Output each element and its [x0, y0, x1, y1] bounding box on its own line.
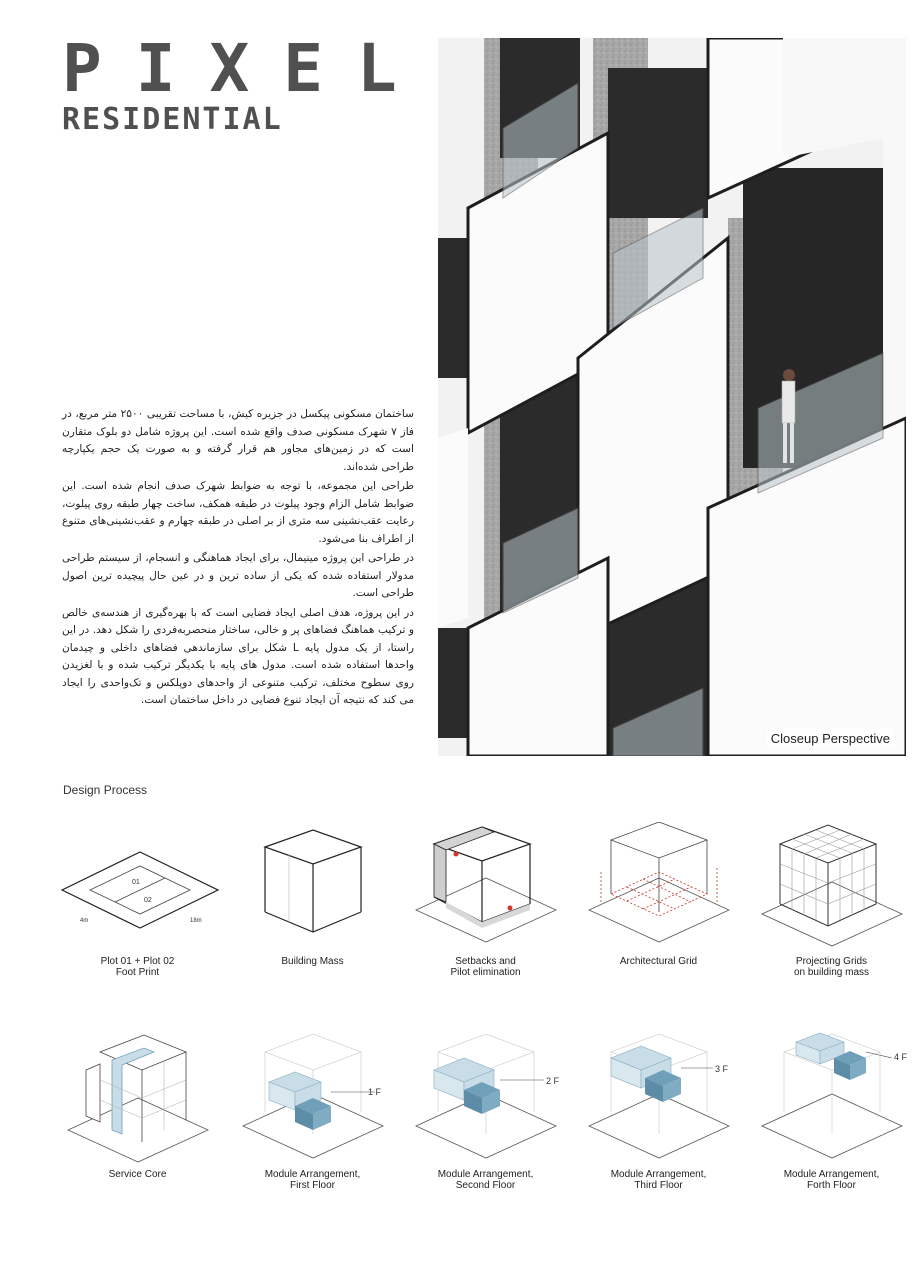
forth-floor-diagram [744, 1030, 919, 1165]
step-label: Service Core [108, 1169, 167, 1180]
photo-caption: Closeup Perspective [767, 729, 894, 748]
dimension-mark: 18m [190, 918, 202, 924]
step-label: Building Mass [281, 956, 344, 967]
building-mass-diagram [225, 822, 400, 952]
description-paragraph: در این پروژه، هدف اصلی ایجاد فضایی است که با بهره‌گیری از هندسه‌ی خالص و ترکیب هماهنگ فضاهای پر و خالی، ساختار منحصربه‌فردی را شکل دهد. در این راستا، از یک مدول پایه L شکل برای سازماندهی فضاهای داخلی و چیدمان واحدها استفاده شده است. مدول های پایه با یکدیگر ترکیب شده و با لغزیدن روی سطوح مختلف، ترکیب متنوعی از واحدهای دوپلکس و تک‌واحدی را ایجاد می کند که نتیجه آن ایجاد تنوع فضایی در داخل ساختمان است. [62, 606, 414, 706]
facade-photo [438, 38, 906, 756]
project-title: PIXEL [62, 30, 431, 107]
step-second-floor [398, 1030, 573, 1191]
step-label: Setbacks and Pilot elimination [450, 956, 521, 978]
description-paragraph: ساختمان مسکونی پیکسل در جزیره کیش، با مساحت تقریبی ۲۵۰۰ متر مربع، در فاز ۷ شهرک مسکونی صدف واقع شده است. این پروژه شامل دو بلوک متقارن است که در زمین‌های مجاور هم قرار گرفته و به صورت یک حجم یکپارچه طراحی شده‌اند. [62, 408, 415, 473]
dimension-mark: 4m [80, 918, 89, 924]
floor-tag: 4 F [894, 1052, 908, 1062]
architectural-grid-diagram [571, 822, 746, 952]
plot-02-mark: 02 [144, 897, 152, 904]
step-label: Architectural Grid [619, 956, 698, 967]
plot-01-mark: 01 [132, 879, 140, 886]
step-setbacks [398, 822, 573, 978]
floor-tag: 2 F [546, 1076, 560, 1086]
description-paragraph: در طراحی این پروژه مینیمال، برای ایجاد هماهنگی و انسجام، از سیستم طراحی مدولار استفاده شده که یکی از ساده ترین و در عین حال پیچیده ترین اصول طراحی است. [62, 552, 414, 599]
step-label: Module Arrangement, First Floor [264, 1169, 361, 1191]
title-block [62, 30, 431, 137]
step-projecting-grids [744, 822, 919, 978]
step-footprint [50, 822, 225, 978]
step-first-floor [225, 1030, 400, 1191]
facade-illustration [438, 38, 906, 756]
design-process-title: Design Process [63, 783, 148, 797]
projecting-grids-diagram [744, 822, 919, 952]
step-label: Projecting Grids on building mass [793, 956, 870, 978]
step-building-mass [225, 822, 400, 967]
floor-tag: 3 F [715, 1064, 729, 1074]
step-architectural-grid [571, 822, 746, 967]
step-label: Module Arrangement, Forth Floor [783, 1169, 880, 1191]
step-label: Plot 01 + Plot 02 Foot Print [100, 956, 175, 978]
step-third-floor [571, 1030, 746, 1191]
project-description [62, 406, 414, 712]
floor-tag: 1 F [368, 1087, 382, 1097]
footprint-diagram [50, 822, 225, 952]
step-label: Module Arrangement, Third Floor [610, 1169, 707, 1191]
step-service-core [50, 1030, 225, 1180]
step-label: Module Arrangement, Second Floor [437, 1169, 534, 1191]
first-floor-diagram [225, 1030, 400, 1165]
step-forth-floor [744, 1030, 919, 1191]
service-core-diagram [50, 1030, 225, 1165]
third-floor-diagram [571, 1030, 746, 1165]
project-subtitle: RESIDENTIAL [62, 102, 283, 137]
description-paragraph: طراحی این مجموعه، با توجه به ضوابط شهرک صدف انجام شده است. این ضوابط شامل الزام وجود پیلوت در طبقه همکف، ساخت چهار طبقه روی پیلوت، رعایت عقب‌نشینی سه متری از بر اصلی در طبقه چهارم و عقب‌نشینی‌های متنوع از اطراف بنا می‌شود. [62, 480, 414, 545]
setbacks-diagram [398, 822, 573, 952]
second-floor-diagram [398, 1030, 573, 1165]
